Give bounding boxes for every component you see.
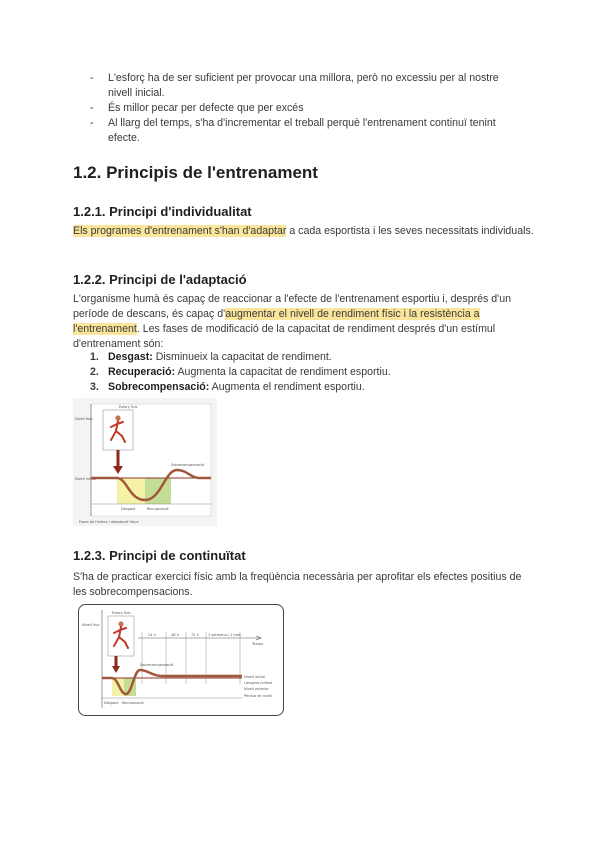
level-label: Nivell físic xyxy=(75,417,93,421)
phase-description: Disminueix la capacitat de rendiment. xyxy=(152,351,332,363)
recovery-label: Recuperació xyxy=(122,701,144,705)
time-tick-label: 24 h xyxy=(148,633,156,637)
paragraph-text: L'organisme humà és capaç de reaccionar a l'efecte de l'entrenament esportiu i, després d'un període de descans, és capaç d' xyxy=(73,293,511,320)
individuality-heading: 1.2.1. Principi d'individualitat xyxy=(73,204,252,219)
list-item: - Al llarg del temps, s'ha d'incrementar el treball perquè l'entrenament continuï tenint efecte. xyxy=(90,116,520,146)
outcome-label: Nivell inicial xyxy=(244,675,266,679)
level-label: Nivell físic xyxy=(82,623,100,627)
outcome-label: Nivell anterior xyxy=(244,687,269,691)
supercompensation-label: Sobrecompensació xyxy=(140,663,174,667)
time-tick-label: 72 h xyxy=(191,633,199,637)
figure-caption: Fases de l'esforç i adaptació física xyxy=(79,520,139,524)
adaptation-heading: 1.2.2. Principi de l'adaptació xyxy=(73,272,247,287)
continuity-paragraph: S'ha de practicar exercici físic amb la freqüència necessària per aprofitar els efectes positius de les sobrecompensacions. xyxy=(73,571,522,598)
list-number: 1. xyxy=(90,351,99,363)
effort-label: Esforç físic xyxy=(112,611,131,615)
list-item xyxy=(90,365,391,380)
continuity-figure xyxy=(78,604,284,716)
time-label: Temps xyxy=(252,642,264,646)
wear-label: Desgast xyxy=(104,701,119,705)
continuity-heading: 1.2.3. Principi de continuïtat xyxy=(73,548,246,563)
paragraph-text: a cada esportista i les seves necessitats individuals. xyxy=(286,225,534,237)
phase-description: Augmenta el rendiment esportiu. xyxy=(209,381,365,393)
highlighted-text: augmentar el nivell de rendiment físic i la resistència a l'entrenament xyxy=(73,308,480,335)
wear-zone xyxy=(112,678,124,696)
phase-term: Desgast: xyxy=(108,351,153,363)
section-heading: 1.2. Principis de l'entrenament xyxy=(73,163,318,182)
effort-label: Esforç físic xyxy=(119,405,138,409)
baseline-label: Nivell inicial xyxy=(75,477,97,481)
list-number: 3. xyxy=(90,381,99,393)
list-item xyxy=(90,380,391,395)
adaptation-phases-list xyxy=(90,350,391,395)
wear-label: Desgast xyxy=(121,507,136,511)
highlighted-text: Els programes d'entrenament s'han d'adaptar xyxy=(73,225,287,237)
list-item xyxy=(90,350,391,365)
list-item: - És millor pecar per defecte que per excés xyxy=(90,101,520,116)
adaptation-diagram xyxy=(73,398,217,526)
recovery-label: Recuperació xyxy=(147,507,169,511)
adaptation-paragraph xyxy=(73,292,535,352)
supercompensation-label: Sobrecompensació xyxy=(171,463,205,467)
continuity-diagram xyxy=(78,604,284,716)
time-tick-label: 1 setmana / 1 mes xyxy=(208,633,241,637)
phase-term: Recuperació: xyxy=(108,366,176,378)
adaptation-figure xyxy=(73,398,217,526)
phase-term: Sobrecompensació: xyxy=(108,381,210,393)
outcome-label: Pèrdua de nivell xyxy=(244,694,273,698)
time-tick-label: 48 h xyxy=(171,633,179,637)
list-number: 2. xyxy=(90,366,99,378)
outcome-label: Lleugera millora xyxy=(244,681,273,685)
phase-description: Augmenta la capacitat de rendiment esportiu. xyxy=(175,366,391,378)
individuality-paragraph xyxy=(73,224,535,239)
paragraph-text: . Les fases de modificació de la capacitat de rendiment després d'un estímul d'entrenament són: xyxy=(73,323,496,350)
list-item: - L'esforç ha de ser suficient per provocar una millora, però no excessiu per al nostre nivell inicial. xyxy=(90,71,520,101)
principle-notes-list xyxy=(90,71,520,146)
